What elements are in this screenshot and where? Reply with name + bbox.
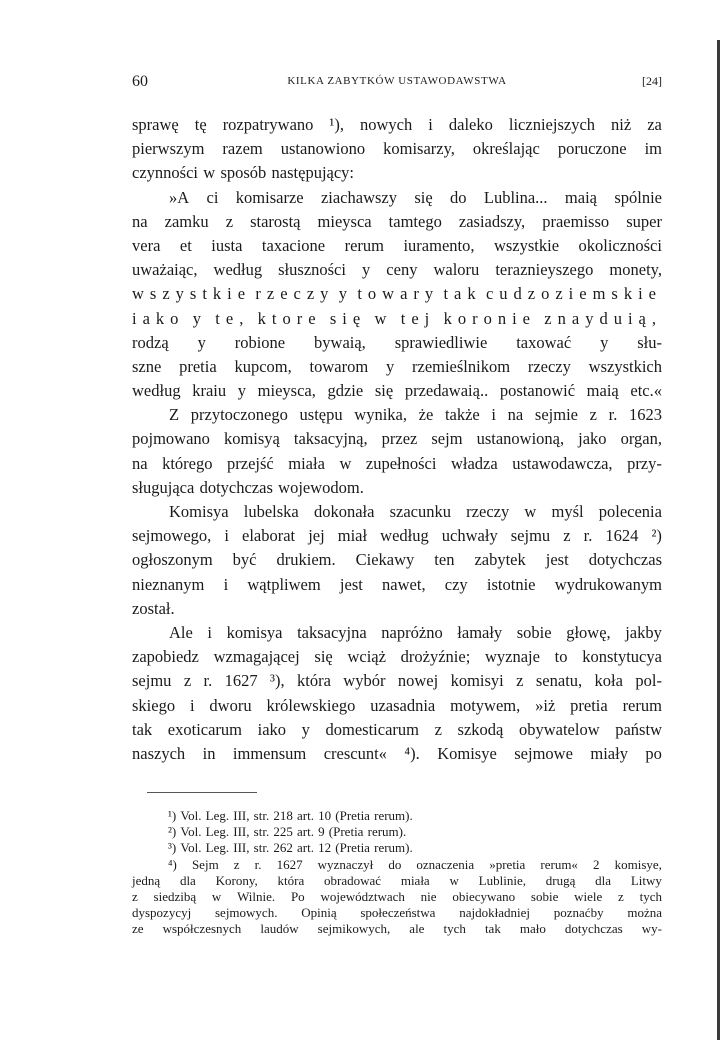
text-line: sejmu z r. 1627 ³), która wybór nowej komisyi z senatu, koła pol-: [132, 671, 662, 691]
text-line: Ale i komisya taksacyjna napróżno łamały sobie głowę, jakby: [169, 622, 662, 642]
text-line: sejmowego, i elaborat jej miał według uchwały sejmu z r. 1624 ²): [132, 526, 662, 546]
page-number: 60: [132, 73, 148, 90]
footnote-line: ³) Vol. Leg. III, str. 262 art. 12 (Pretia rerum).: [168, 840, 413, 856]
text-line: pierwszym razem ustanowiono komisarzy, określając poruczone im: [132, 139, 662, 159]
text-line: »A ci komisarze ziachawszy się do Lublina... maią spólnie: [169, 187, 662, 207]
text-line: sprawę tę rozpatrywano ¹), nowych i daleko liczniejszych niż za: [132, 115, 662, 134]
footnote-divider: [147, 792, 257, 793]
text-line: pojmowano komisyą taksacyjną, przez sejm ustanowioną, jako organ,: [132, 429, 662, 449]
text-line: vera et iusta taxacione rerum iuramento, wszystkie okoliczności: [132, 235, 662, 255]
footnote-line: ze współczesnych laudów sejmikowych, ale tych tak mało dotychczas wy-: [132, 921, 662, 937]
text-line: na którego przejść miała w zupełności władza ustawodawcza, przy-: [132, 453, 662, 473]
text-line: skiego i dworu królewskiego uzasadnia motywem, »iż pretia rerum: [132, 695, 662, 715]
text-line: Komisya lubelska dokonała szacunku rzeczy w myśl polecenia: [169, 502, 662, 521]
text-line: ogłoszonym być drukiem. Ciekawy ten zabytek jest dotychczas: [132, 550, 662, 570]
text-line: został.: [132, 598, 175, 618]
text-line: naszych in immensum crescunt« ⁴). Komisye sejmowe miały po: [132, 743, 662, 763]
text-line: Z przytoczonego ustępu wynika, że także i na sejmie z r. 1623: [169, 405, 662, 425]
text-line: sługująca dotychczas wojewodom.: [132, 477, 364, 497]
footnotes: [132, 808, 662, 938]
text-line: szne pretia kupcom, towarom y rzemieślnikom rzeczy wszystkich: [132, 356, 662, 376]
footnote-line: jedną dla Korony, która obradować miała w Lublinie, drugą dla Litwy: [132, 872, 662, 888]
text-line: zapobiedz wzmagającej się wciąż drożyźnie; wyznaje to konstytucya: [132, 647, 662, 667]
text-line: tak exoticarum iako y domesticarum z szkodą obywatelow państw: [132, 719, 662, 739]
text-line: iako y te, ktore się w tej koronie znayduią,: [132, 308, 662, 328]
footnote-line: ²) Vol. Leg. III, str. 225 art. 9 (Pretia rerum).: [168, 824, 407, 840]
footnote-line: ¹) Vol. Leg. III, str. 218 art. 10 (Pretia rerum).: [168, 808, 413, 823]
text-line: rodzą y robione bywaią, sprawiedliwie taxować y słu-: [132, 332, 662, 352]
running-title: KILKA ZABYTKÓW USTAWODAWSTWA: [287, 75, 507, 87]
text-line: wszystkie rzeczy y towary tak cudzoziemskie: [132, 284, 662, 304]
main-text: [132, 113, 662, 766]
text-line: na zamku z starostą mieysca tamtego zasiadszy, praemisso super: [132, 211, 662, 231]
running-header: [132, 73, 662, 95]
footnote-line: dyspozycyj sejmowych. Opinią społeczeństwa najdokładniej poznaćby można: [132, 905, 662, 921]
footnote-line: ⁴) Sejm z r. 1627 wyznaczył do oznaczenia »pretia rerum« 2 komisye,: [168, 856, 662, 872]
signature-mark: [24]: [642, 74, 662, 88]
text-line: według kraiu y mieysca, gdzie się przedawaią.. postanowić maią etc.«: [132, 381, 662, 401]
text-line: nieznanym i wątpliwem jest nawet, czy istotnie wydrukowanym: [132, 574, 662, 594]
text-line: uważaiąc, według słuszności y ceny waloru teraznieyszego monety,: [132, 260, 662, 280]
text-line: czynności w sposób następujący:: [132, 163, 355, 183]
footnote-line: z siedzibą w Wilnie. Po województwach nie obiecywano sobie wiele z tych: [132, 888, 662, 904]
